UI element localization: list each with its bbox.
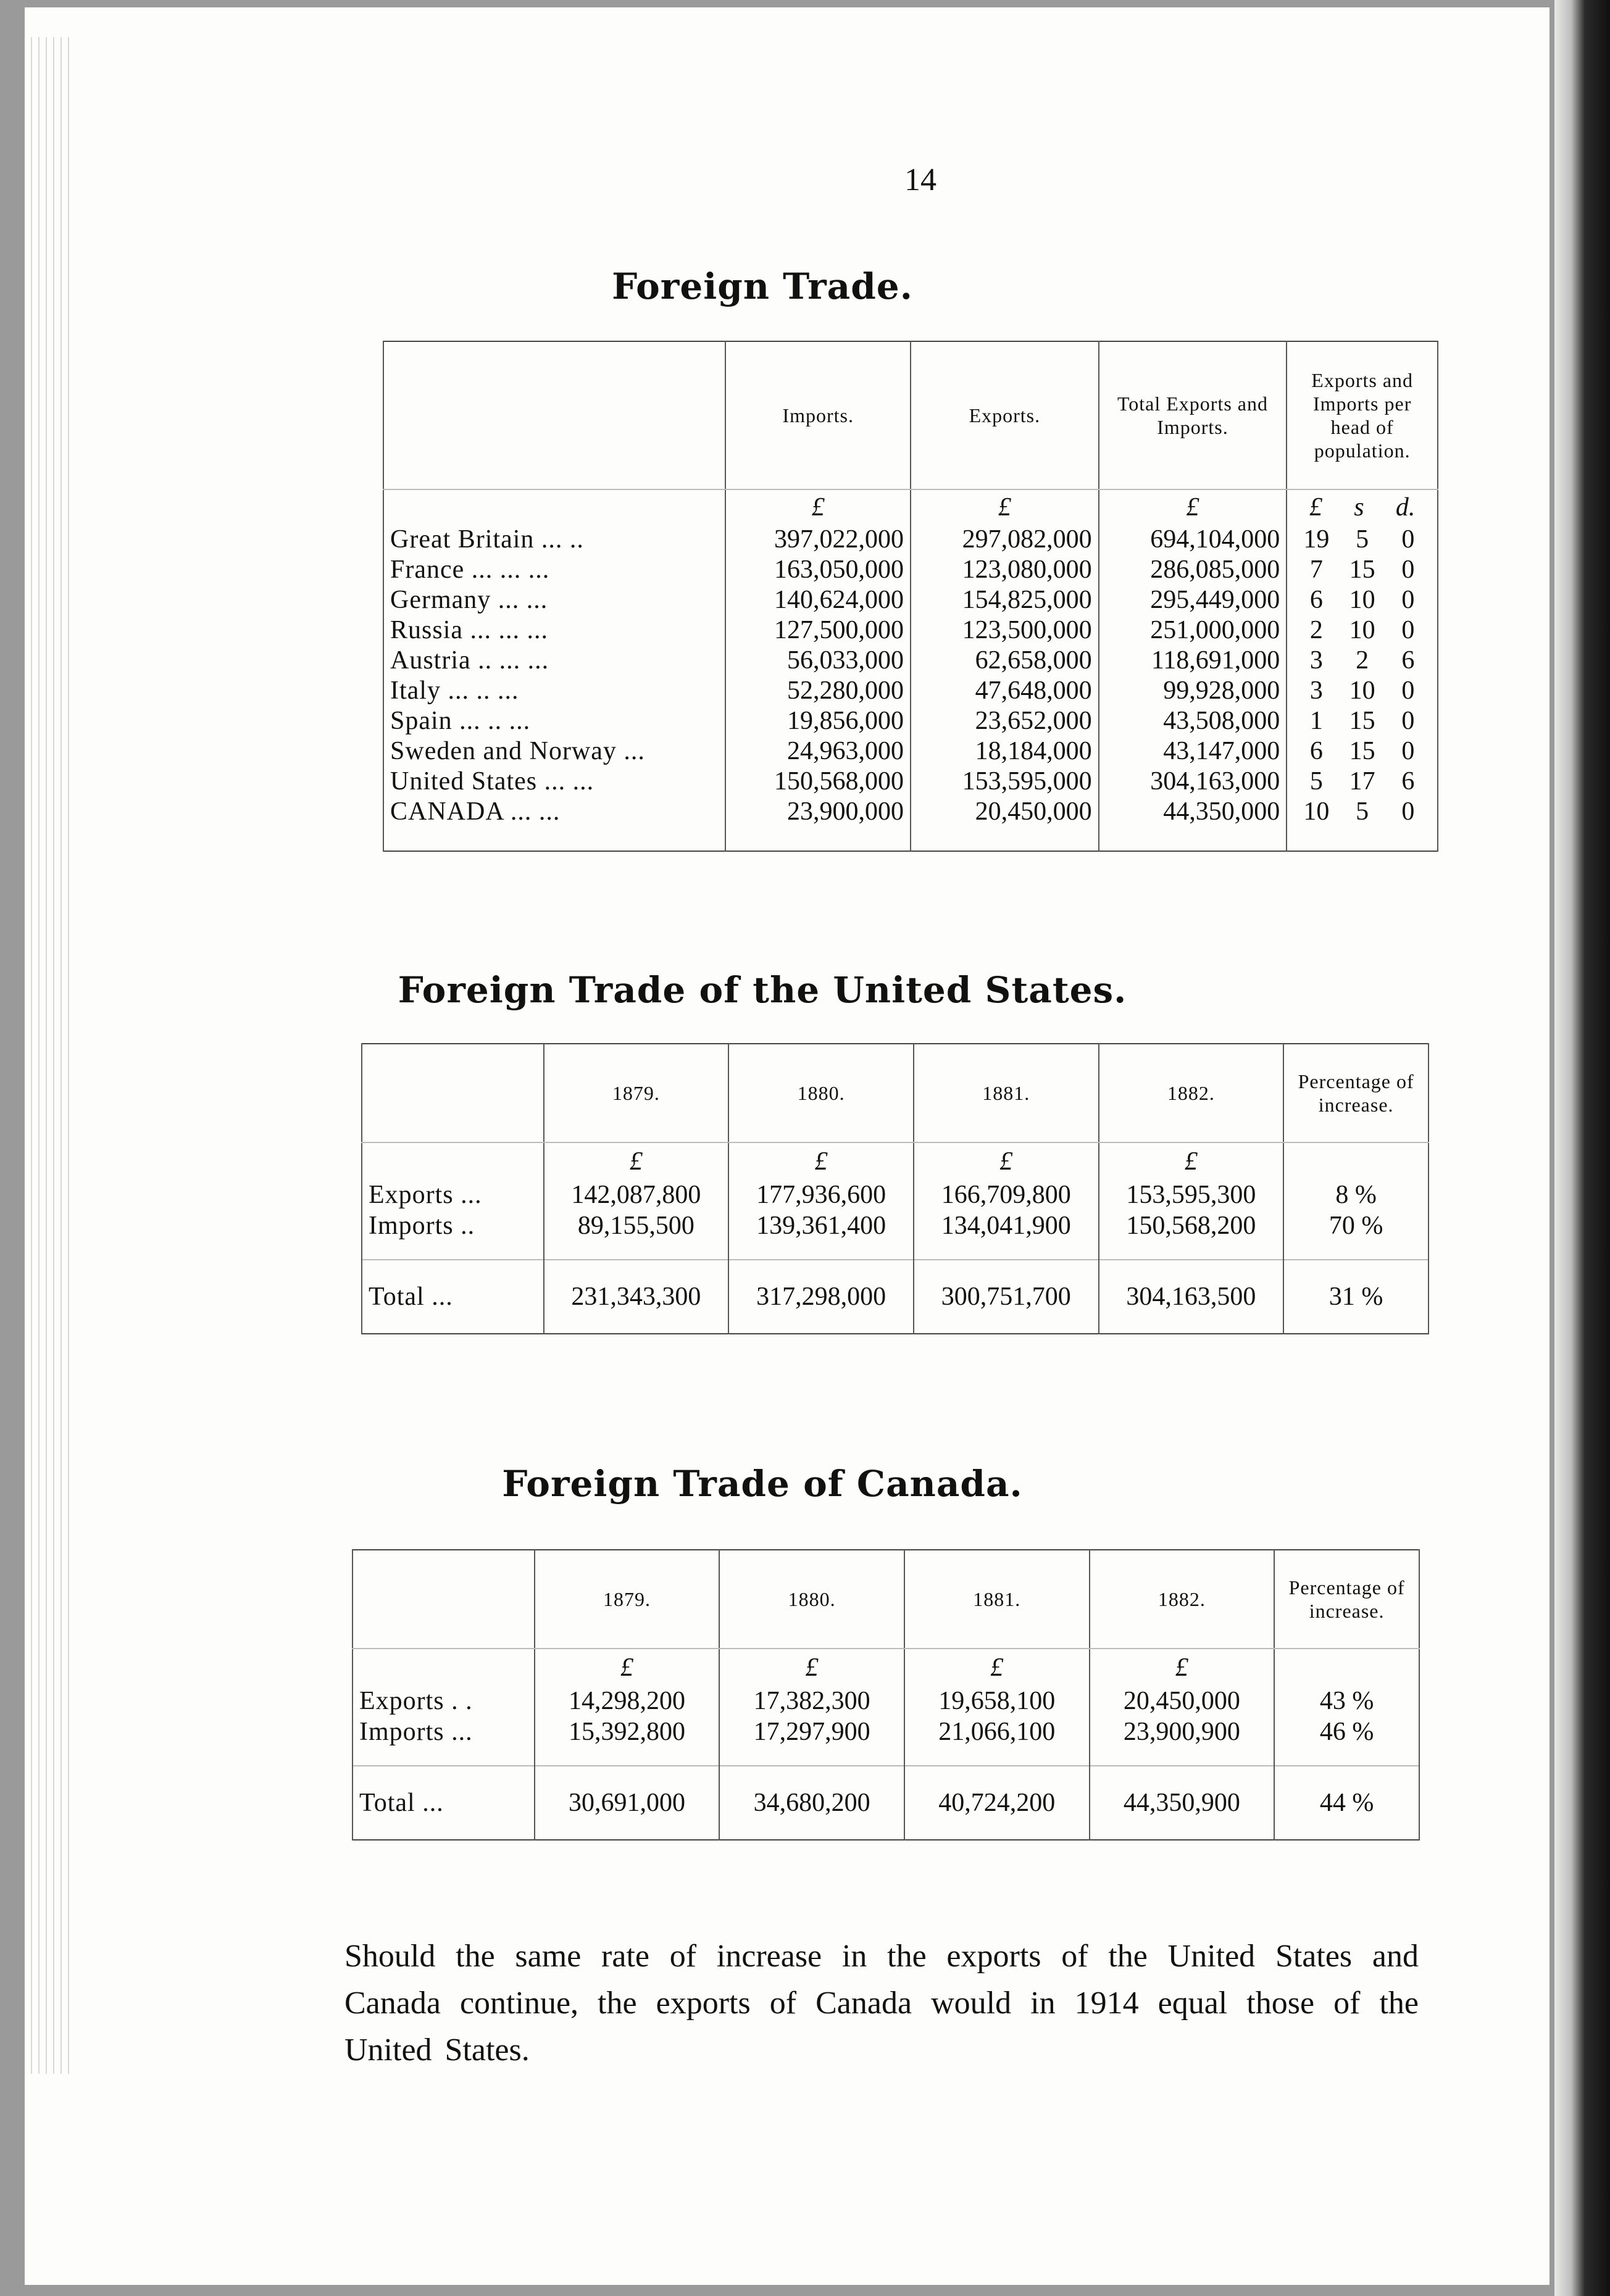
total-1880: 34,680,200 xyxy=(719,1766,904,1840)
year-value: 142,087,800 xyxy=(544,1179,729,1210)
page-number: 14 xyxy=(904,162,936,198)
per-head-pence: 0 xyxy=(1401,797,1415,826)
per-head-shillings: 10 xyxy=(1349,615,1375,644)
total-value: 295,449,000 xyxy=(1099,584,1287,615)
per-head-pounds: 3 xyxy=(1309,676,1323,705)
year-1879: 1879. xyxy=(535,1550,720,1649)
table3-title: Foreign Trade of Canada. xyxy=(502,1463,1023,1505)
imports-value: 23,900,000 xyxy=(725,796,911,826)
exports-value: 18,184,000 xyxy=(911,736,1099,766)
total-label: Total ... xyxy=(352,1766,535,1840)
country-name: Spain ... .. ... xyxy=(383,705,725,736)
table-row xyxy=(383,615,1438,645)
currency-symbol: £ xyxy=(1090,1649,1275,1686)
country-name: Germany ... ... xyxy=(383,584,725,615)
year-value: 23,900,900 xyxy=(1090,1716,1275,1747)
per-head-shillings: 2 xyxy=(1356,646,1369,675)
total-label: Total ... xyxy=(362,1260,544,1334)
imports-value: 140,624,000 xyxy=(725,584,911,615)
year-value: 21,066,100 xyxy=(904,1716,1090,1747)
percentage-value: 43 % xyxy=(1274,1686,1419,1716)
imports-value: 52,280,000 xyxy=(725,675,911,705)
year-value: 153,595,300 xyxy=(1099,1179,1284,1210)
exports-value: 23,652,000 xyxy=(911,705,1099,736)
country-name: Russia ... ... ... xyxy=(383,615,725,645)
currency-symbol: £ xyxy=(914,1142,1099,1179)
per-head-header: Exports and Imports per head of population. xyxy=(1287,341,1438,489)
total-value: 251,000,000 xyxy=(1099,615,1287,645)
exports-value: 154,825,000 xyxy=(911,584,1099,615)
book-spine xyxy=(1554,0,1610,2296)
per-head-pounds: 3 xyxy=(1309,646,1323,675)
table-row xyxy=(383,675,1438,705)
per-head-pounds: 1 xyxy=(1309,706,1323,735)
imports-value: 397,022,000 xyxy=(725,524,911,554)
year-value: 134,041,900 xyxy=(914,1210,1099,1241)
country-name: Sweden and Norway ... xyxy=(383,736,725,766)
imports-value: 150,568,000 xyxy=(725,766,911,796)
exports-value: 47,648,000 xyxy=(911,675,1099,705)
per-head-pounds: 19 xyxy=(1303,525,1330,554)
total-value: 694,104,000 xyxy=(1099,524,1287,554)
total-value: 43,147,000 xyxy=(1099,736,1287,766)
pounds-symbol: £ xyxy=(1309,493,1322,522)
table-row xyxy=(383,705,1438,736)
imports-value: 163,050,000 xyxy=(725,554,911,584)
foreign-trade-table xyxy=(383,341,1438,852)
percentage-header: Percentage of increase. xyxy=(1283,1044,1429,1142)
imports-value: 19,856,000 xyxy=(725,705,911,736)
total-value: 99,928,000 xyxy=(1099,675,1287,705)
imports-header: Imports. xyxy=(725,341,911,489)
country-name: United States ... ... xyxy=(383,766,725,796)
country-name: France ... ... ... xyxy=(383,554,725,584)
per-head-pence: 0 xyxy=(1401,676,1415,705)
total-1881: 40,724,200 xyxy=(904,1766,1090,1840)
per-head-pounds: 5 xyxy=(1309,767,1323,796)
row-label: Imports .. xyxy=(362,1210,544,1241)
year-1882: 1882. xyxy=(1090,1550,1275,1649)
total-value: 118,691,000 xyxy=(1099,645,1287,675)
total-1879: 231,343,300 xyxy=(544,1260,729,1334)
total-1882: 304,163,500 xyxy=(1099,1260,1284,1334)
table-row xyxy=(362,1179,1429,1210)
year-1880: 1880. xyxy=(728,1044,914,1142)
total-value: 304,163,000 xyxy=(1099,766,1287,796)
per-head-pence: 0 xyxy=(1401,555,1415,584)
per-head-shillings: 10 xyxy=(1349,585,1375,614)
table-row xyxy=(383,584,1438,615)
per-head-pounds: 6 xyxy=(1309,736,1323,765)
per-head-shillings: 5 xyxy=(1356,797,1369,826)
year-value: 89,155,500 xyxy=(544,1210,729,1241)
row-label: Exports . . xyxy=(352,1686,535,1716)
table-row xyxy=(352,1686,1419,1716)
year-value: 19,658,100 xyxy=(904,1686,1090,1716)
total-1879: 30,691,000 xyxy=(535,1766,720,1840)
per-head-pounds: 2 xyxy=(1309,615,1323,644)
year-value: 17,297,900 xyxy=(719,1716,904,1747)
per-head-shillings: 10 xyxy=(1349,676,1375,705)
total-percentage: 31 % xyxy=(1283,1260,1429,1334)
country-name: CANADA ... ... xyxy=(383,796,725,826)
country-name: Italy ... .. ... xyxy=(383,675,725,705)
shillings-symbol: s xyxy=(1354,493,1364,522)
year-1882: 1882. xyxy=(1099,1044,1284,1142)
per-head-pence: 0 xyxy=(1401,525,1415,554)
year-1879: 1879. xyxy=(544,1044,729,1142)
currency-symbol: £ xyxy=(728,1142,914,1179)
row-label: Exports ... xyxy=(362,1179,544,1210)
canada-trade-table xyxy=(352,1549,1420,1841)
row-label: Imports ... xyxy=(352,1716,535,1747)
exports-value: 62,658,000 xyxy=(911,645,1099,675)
per-head-shillings: 5 xyxy=(1356,525,1369,554)
per-head-pence: 0 xyxy=(1401,585,1415,614)
per-head-pence: 0 xyxy=(1401,615,1415,644)
concluding-paragraph: Should the same rate of increase in the exports of the United States and Canada continue, the exports of Canada would in 1914 equal those of the United States. xyxy=(344,1939,1419,2068)
per-head-pounds: 6 xyxy=(1309,585,1323,614)
per-head-pounds: 7 xyxy=(1309,555,1323,584)
per-head-pence: 0 xyxy=(1401,736,1415,765)
imports-value: 127,500,000 xyxy=(725,615,911,645)
per-head-shillings: 17 xyxy=(1349,767,1375,796)
year-value: 17,382,300 xyxy=(719,1686,904,1716)
exports-header: Exports. xyxy=(911,341,1099,489)
year-value: 20,450,000 xyxy=(1090,1686,1275,1716)
table-row xyxy=(383,736,1438,766)
total-1880: 317,298,000 xyxy=(728,1260,914,1334)
country-name: Great Britain ... .. xyxy=(383,524,725,554)
per-head-pounds: 10 xyxy=(1303,797,1330,826)
table1-title: Foreign Trade. xyxy=(612,265,913,307)
table-row xyxy=(383,796,1438,826)
total-value: 286,085,000 xyxy=(1099,554,1287,584)
total-percentage: 44 % xyxy=(1274,1766,1419,1840)
year-1881: 1881. xyxy=(914,1044,1099,1142)
exports-value: 297,082,000 xyxy=(911,524,1099,554)
page-edges xyxy=(25,37,74,2074)
percentage-header: Percentage of increase. xyxy=(1274,1550,1419,1649)
year-value: 139,361,400 xyxy=(728,1210,914,1241)
total-header: Total Exports and Imports. xyxy=(1099,341,1287,489)
per-head-pence: 6 xyxy=(1401,767,1415,796)
total-value: 44,350,000 xyxy=(1099,796,1287,826)
country-name: Austria .. ... ... xyxy=(383,645,725,675)
per-head-shillings: 15 xyxy=(1349,736,1375,765)
table2-title: Foreign Trade of the United States. xyxy=(398,969,1127,1011)
table-row xyxy=(383,524,1438,554)
total-1881: 300,751,700 xyxy=(914,1260,1099,1334)
currency-symbol: £ xyxy=(904,1649,1090,1686)
total-1882: 44,350,900 xyxy=(1090,1766,1275,1840)
per-head-shillings: 15 xyxy=(1349,555,1375,584)
currency-symbol: £ xyxy=(544,1142,729,1179)
exports-value: 123,500,000 xyxy=(911,615,1099,645)
exports-value: 123,080,000 xyxy=(911,554,1099,584)
per-head-pence: 6 xyxy=(1401,646,1415,675)
percentage-value: 8 % xyxy=(1283,1179,1429,1210)
table-row xyxy=(383,645,1438,675)
year-value: 150,568,200 xyxy=(1099,1210,1284,1241)
imports-value: 56,033,000 xyxy=(725,645,911,675)
year-value: 14,298,200 xyxy=(535,1686,720,1716)
currency-symbol: £ xyxy=(911,489,1099,524)
total-value: 43,508,000 xyxy=(1099,705,1287,736)
year-1880: 1880. xyxy=(719,1550,904,1649)
currency-symbol: £ xyxy=(535,1649,720,1686)
per-head-shillings: 15 xyxy=(1349,706,1375,735)
pence-symbol: d. xyxy=(1395,493,1416,522)
table-row xyxy=(383,554,1438,584)
currency-symbol: £ xyxy=(725,489,911,524)
exports-value: 20,450,000 xyxy=(911,796,1099,826)
table-row xyxy=(383,766,1438,796)
currency-symbol: £ xyxy=(1099,489,1287,524)
year-value: 177,936,600 xyxy=(728,1179,914,1210)
year-1881: 1881. xyxy=(904,1550,1090,1649)
year-value: 166,709,800 xyxy=(914,1179,1099,1210)
imports-value: 24,963,000 xyxy=(725,736,911,766)
currency-symbol: £ xyxy=(719,1649,904,1686)
year-value: 15,392,800 xyxy=(535,1716,720,1747)
percentage-value: 70 % xyxy=(1283,1210,1429,1241)
us-trade-table xyxy=(361,1043,1429,1334)
exports-value: 153,595,000 xyxy=(911,766,1099,796)
percentage-value: 46 % xyxy=(1274,1716,1419,1747)
per-head-pence: 0 xyxy=(1401,706,1415,735)
currency-symbol: £ xyxy=(1099,1142,1284,1179)
table-row xyxy=(352,1716,1419,1747)
table-row xyxy=(362,1210,1429,1241)
